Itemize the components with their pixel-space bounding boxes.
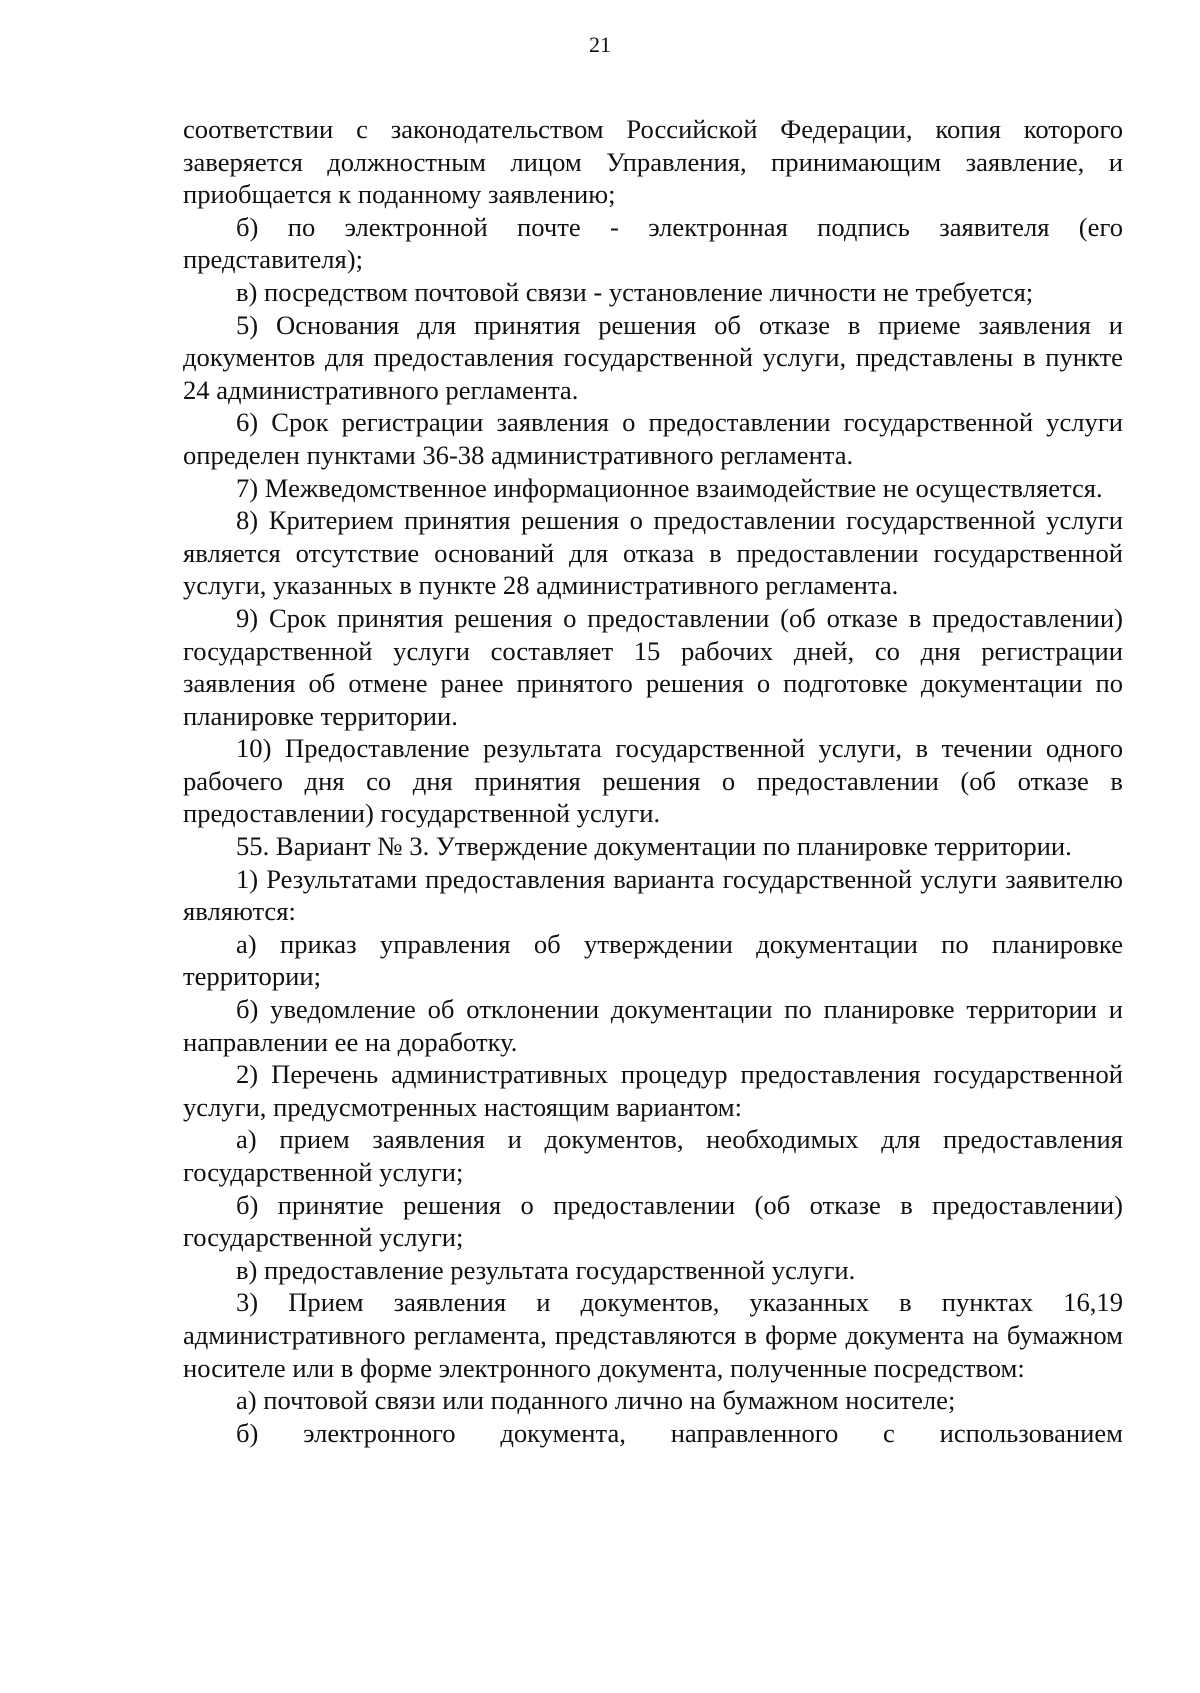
paragraph-55-1: 1) Результатами предоставления варианта государственной услуги заявителю являются: [183,863,1123,927]
paragraph-10: 10) Предоставление результата государственной услуги, в течении одного рабочего дня со дня принятия решения о предоставлении (об отказе в предоставлении) государственной услуги. [183,733,1123,829]
paragraph-8: 8) Критерием принятия решения о предоставлении государственной услуги является отсутствие оснований для отказа в предоставлении государственной услуги, указанных в пункте 28 административного регламента. [183,505,1123,601]
paragraph-55-2-b: б) принятие решения о предоставлении (об отказе в предоставлении) государственной услуги; [183,1189,1123,1253]
paragraph-55-1-a: а) приказ управления об утверждении документации по планировке территории; [183,928,1123,992]
paragraph-55-1-b: б) уведомление об отклонении документации по планировке территории и направлении ее на доработку. [183,994,1123,1057]
paragraph-55-3-b: б) электронного документа, направленного с использованием [236,1417,1123,1448]
document-body [183,113,1123,1449]
paragraph-55-2: 2) Перечень административных процедур предоставления государственной услуги, предусмотренных настоящим вариантом: [183,1059,1123,1122]
paragraph-55-2-v: в) предоставление результата государственной услуги. [236,1254,856,1285]
paragraph-continuation: соответствии с законодательством Российской Федерации, копия которого заверяется должностным лицом Управления, принимающим заявление, и приобщается к поданному заявлению; [183,114,1123,210]
paragraph-6: 6) Срок регистрации заявления о предоставлении государственной услуги определен пунктами 36-38 административного регламента. [183,407,1123,470]
paragraph-55-3-a: а) почтовой связи или поданного лично на бумажном носителе; [236,1385,956,1416]
paragraph-b-email: б) по электронной почте - электронная подпись заявителя (его представителя); [183,211,1123,275]
paragraph-55-heading: 55. Вариант № 3. Утверждение документации по планировке территории. [236,831,1072,862]
paragraph-v-post: в) посредством почтовой связи - установление личности не требуется; [236,276,1034,307]
paragraph-5: 5) Основания для принятия решения об отказе в приеме заявления и документов для предоставления государственной услуги, представлены в пункте 24 административного регламента. [183,309,1123,405]
paragraph-9: 9) Срок принятия решения о предоставлении (об отказе в предоставлении) государственной услуги составляет 15 рабочих дней, со дня регистрации заявления об отмене ранее принятого решения о подготовке документации по планировке территории. [183,602,1123,731]
paragraph-55-3: 3) Прием заявления и документов, указанных в пунктах 16,19 административного регламента, представляются в форме документа на бумажном носителе или в форме электронного документа, полученные посредством: [183,1287,1123,1383]
page-number: 21 [589,32,611,57]
paragraph-7: 7) Межведомственное информационное взаимодействие не осуществляется. [236,472,1103,503]
paragraph-55-2-a: а) прием заявления и документов, необходимых для предоставления государственной услуги; [183,1124,1123,1187]
